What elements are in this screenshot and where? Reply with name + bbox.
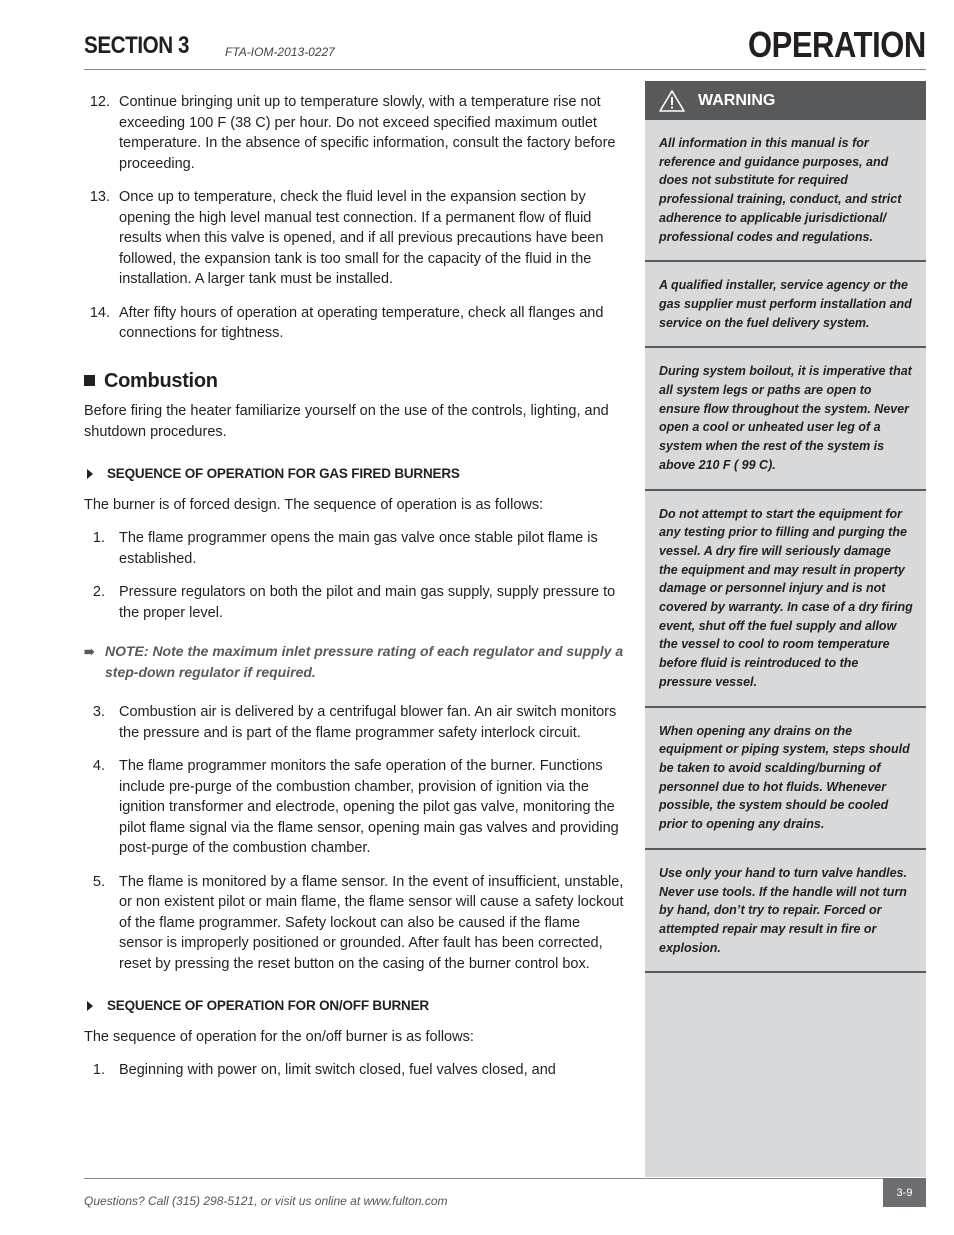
section-label: SECTION 3	[84, 32, 190, 59]
list-text: The flame programmer opens the main gas valve once stable pilot flame is established.	[119, 530, 598, 567]
combustion-heading	[84, 371, 624, 392]
list-text: Pressure regulators on both the pilot and main gas supply, supply pressure to the proper level.	[119, 584, 616, 621]
onoff-sequence-heading	[84, 996, 624, 1017]
list-text: The flame is monitored by a flame sensor. In the event of insufficient, unstable, or non existent pilot or main flame, the flame sensor will cause a safety lockout of the flame programmer. Safety lockout can also be caused if the flame sensor is improperly positioned or grounded. After fault has been corrected, reset by pressing the reset button on the casing of the burner control box.	[119, 873, 624, 972]
warning-block: A qualified installer, service agency or the gas supplier must perform installation and service on the fuel delivery system.	[645, 262, 926, 348]
triangle-bullet-icon	[87, 1001, 93, 1011]
warning-block: During system boilout, it is imperative that all system legs or paths are open to ensure flow throughout the system. Never open a cool or unheated user leg of a system when the rest of the system is above 210 F ( 99 C).	[645, 348, 926, 490]
main-column	[84, 92, 624, 1094]
list-number: 4.	[92, 758, 105, 774]
pointing-hand-icon: ➠	[84, 644, 95, 659]
list-item	[84, 1060, 624, 1081]
gas-sequence-intro: The burner is of forced design. The sequence of operation is as follows:	[84, 496, 544, 513]
combustion-intro: Before firing the heater familiarize yourself on the use of the controls, lighting, and shutdown procedures.	[84, 403, 609, 440]
list-item	[84, 702, 624, 743]
list-number: 5.	[92, 873, 105, 890]
gas-sequence-heading	[84, 464, 624, 485]
list-text: Once up to temperature, check the fluid level in the expansion section by opening the high level manual test connection. If a permanent flow of fluid results when this valve is opened, and if all previous precautions have been followed, the expansion tank is too small for the capacity of the fluid in the installation. A larger tank must be installed.	[119, 189, 604, 287]
list-text: Beginning with power on, limit switch closed, fuel valves closed, and	[119, 1062, 556, 1078]
list-number: 12.	[89, 94, 110, 110]
warning-triangle-icon	[659, 90, 685, 112]
list-text: The flame programmer monitors the safe operation of the burner. Functions include pre-purge of the combustion chamber, provision of ignition via the ignition transformer and electrode, opening the pilot gas valve, monitoring the pilot flame signal via the flame sensor, opening main gas valves and providing post-purge of the combustion chamber.	[119, 758, 619, 856]
note-text: NOTE: Note the maximum inlet pressure rating of each regulator and supply a step-down regulator if required.	[105, 643, 624, 680]
list-item	[84, 92, 624, 174]
footer-divider	[84, 1178, 883, 1179]
page-number: 3-9	[883, 1178, 926, 1207]
combustion-heading-text: Combustion	[104, 369, 218, 392]
warning-block: When opening any drains on the equipment or piping system, steps should be taken to avoid scalding/burning of personnel due to hot fluids. Whenever possible, the system should be cooled prior to opening any drains.	[645, 708, 926, 850]
list-number: 1.	[92, 530, 105, 546]
list-number: 13.	[89, 189, 110, 205]
list-number: 1.	[92, 1062, 105, 1078]
warning-block: Do not attempt to start the equipment for any testing prior to filling and purging the vessel. A dry fire will seriously damage the equipment and may result in property damage or personnel injury and is not covered by warranty. In case of a dry firing event, shut off the fuel supply and allow the vessel to cool to room temperature before fluid is reintroduced to the pressure vessel.	[645, 491, 926, 708]
document-code: FTA-IOM-2013-0227	[225, 45, 335, 59]
warning-block: Use only your hand to turn valve handles. Never use tools. If the handle will not turn by hand, don’t try to repair. Forced or attempted repair may result in fire or explosion.	[645, 850, 926, 974]
list-item	[84, 187, 624, 290]
warning-sidebar	[645, 81, 926, 1177]
warning-block: All information in this manual is for reference and guidance purposes, and does not substitute for required professional training, conduct, and strict adherence to applicable jurisdictional/ professional codes and regulations.	[645, 120, 926, 262]
list-item	[84, 872, 624, 975]
note-callout	[84, 641, 624, 682]
warning-label: WARNING	[698, 91, 776, 109]
page-title: OPERATION	[748, 24, 926, 65]
onoff-sequence-heading-text: SEQUENCE OF OPERATION FOR ON/OFF BURNER	[107, 998, 429, 1013]
list-item	[84, 303, 624, 344]
list-item	[84, 528, 624, 569]
header-divider	[84, 69, 926, 70]
gas-sequence-heading-text: SEQUENCE OF OPERATION FOR GAS FIRED BURNERS	[107, 466, 460, 481]
square-bullet-icon	[84, 375, 95, 386]
triangle-bullet-icon	[87, 469, 93, 479]
list-item	[84, 582, 624, 623]
list-text: After fifty hours of operation at operating temperature, check all flanges and connections for tightness.	[119, 304, 604, 341]
list-text: Combustion air is delivered by a centrifugal blower fan. An air switch monitors the pressure and is part of the flame programmer safety interlock circuit.	[119, 704, 617, 741]
list-text: Continue bringing unit up to temperature slowly, with a temperature rise not exceeding 100 F (38 C) per hour. Do not exceed specified maximum outlet temperature. In the absence of specific information, consult the factory before proceeding.	[119, 94, 616, 172]
list-number: 3.	[92, 704, 105, 720]
footer-contact: Questions? Call (315) 298-5121, or visit us online at www.fulton.com	[84, 1194, 448, 1208]
warning-header	[645, 81, 926, 120]
list-item	[84, 756, 624, 859]
list-number: 2.	[92, 584, 105, 600]
list-number: 14.	[89, 304, 110, 321]
onoff-sequence-intro: The sequence of operation for the on/off burner is as follows:	[84, 1028, 474, 1045]
